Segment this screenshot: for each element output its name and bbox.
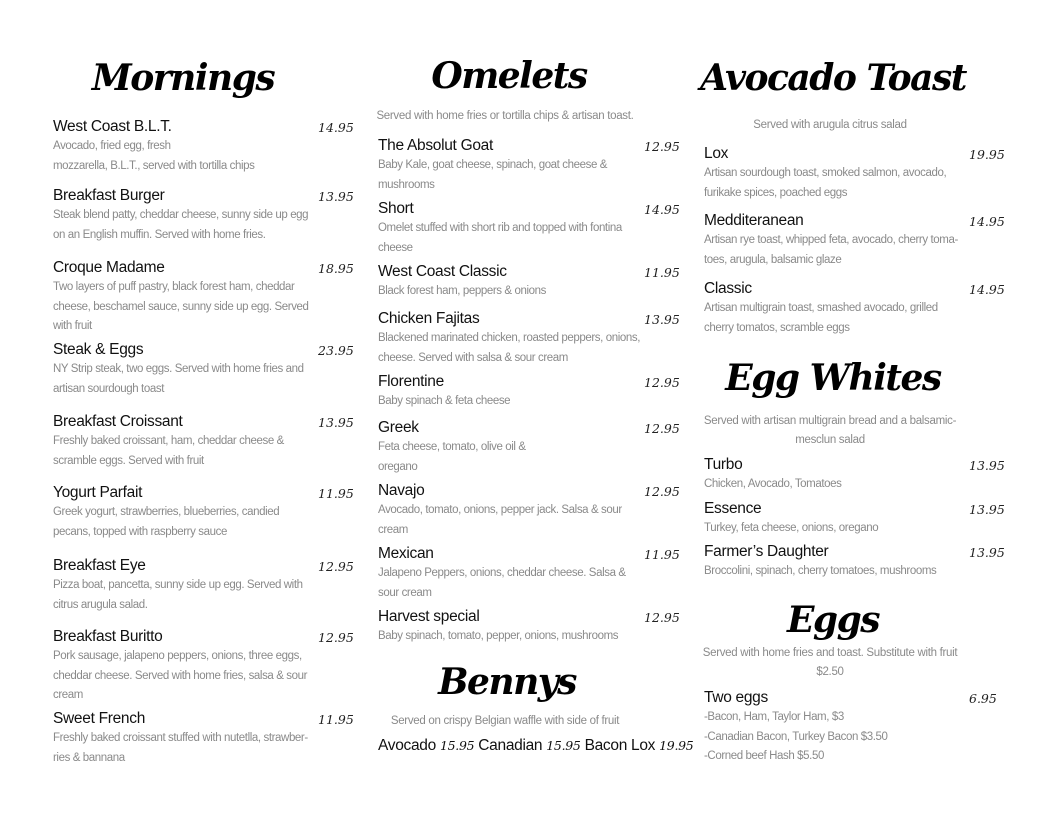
item-description — [704, 708, 1004, 767]
section-title-avocado-toast: Avocado Toast — [700, 57, 966, 99]
menu-item — [378, 481, 678, 540]
item-description — [378, 282, 678, 302]
description-line: cream — [378, 523, 408, 536]
item-description — [53, 576, 353, 615]
item-description — [704, 562, 1004, 582]
benny-name: Avocado — [378, 737, 436, 754]
item-name: Farmer’s Daughter — [704, 543, 829, 560]
item-description — [53, 137, 353, 176]
item-name: Navajo — [378, 482, 425, 499]
item-price: 12.95 — [644, 139, 680, 154]
item-price: 13.95 — [969, 545, 1005, 560]
item-price: 14.95 — [318, 120, 354, 135]
benny-price: 19.95 — [659, 738, 694, 753]
description-line: Pizza boat, pancetta, sunny side up egg. Served with — [53, 579, 303, 591]
item-description — [53, 432, 353, 471]
item-name: Breakfast Buritto — [53, 628, 163, 645]
item-price: 11.95 — [318, 486, 354, 501]
item-price: 11.95 — [644, 547, 680, 562]
egg-whites-subtitle-line: Served with artisan multigrain bread and a balsamic- — [703, 415, 957, 427]
description-line: Artisan multigrain toast, smashed avocado, grilled — [704, 302, 938, 314]
menu-item — [704, 211, 1004, 270]
section-title-eggs: Eggs — [786, 599, 880, 641]
item-description — [378, 501, 678, 540]
description-line: -Corned beef Hash $5.50 — [704, 750, 824, 762]
description-line: cheese, beschamel sauce, sunny side up egg. Served — [53, 300, 309, 313]
description-line: Black forest ham, peppers & onions — [378, 285, 546, 297]
description-line: Artisan rye toast, whipped feta, avocado, cherry toma- — [704, 234, 958, 246]
description-line: artisan sourdough toast — [53, 382, 164, 395]
egg-whites-subtitle — [670, 412, 990, 450]
menu-item — [53, 412, 353, 471]
item-description — [704, 164, 1004, 203]
benny-price: 15.95 — [546, 738, 581, 753]
item-name: Chicken Fajitas — [378, 310, 480, 327]
item-name: Medditeranean — [704, 212, 804, 229]
egg-whites-subtitle-line: mesclun salad — [795, 434, 865, 446]
description-line: Baby spinach, tomato, pepper, onions, mushrooms — [378, 630, 619, 642]
item-name: Sweet French — [53, 710, 146, 727]
item-name: Yogurt Parfait — [53, 484, 143, 501]
item-price: 19.95 — [969, 147, 1005, 162]
item-description — [378, 627, 678, 647]
item-price: 13.95 — [644, 312, 680, 327]
benny-price: 15.95 — [439, 738, 475, 753]
description-line: Broccolini, spinach, cherry tomatoes, mushrooms — [704, 565, 937, 577]
section-title-egg-whites: Egg Whites — [725, 357, 941, 399]
section-title-bennys: Bennys — [438, 661, 576, 703]
menu-item — [378, 262, 678, 302]
item-price: 12.95 — [644, 484, 680, 499]
item-name: Mexican — [378, 545, 434, 562]
description-line: Omelet stuffed with short rib and topped with fontina — [378, 222, 622, 234]
item-price: 13.95 — [318, 415, 354, 430]
description-line: Baby spinach & feta cheese — [378, 395, 511, 407]
item-description — [378, 438, 678, 477]
item-price: 12.95 — [644, 421, 680, 436]
item-name: Croque Madame — [53, 259, 165, 276]
menu-item — [704, 499, 1004, 539]
description-line: cheese — [378, 241, 413, 254]
item-name: Classic — [704, 280, 752, 297]
item-name: Two eggs — [704, 689, 768, 706]
benny-name: Bacon Lox — [584, 737, 656, 754]
menu-item — [378, 372, 678, 412]
description-line: citrus arugula salad. — [53, 598, 148, 611]
menu-item — [704, 542, 1004, 582]
item-name: Essence — [704, 500, 762, 517]
description-line: toes, arugula, balsamic glaze — [704, 253, 842, 266]
description-line: Pork sausage, jalapeno peppers, onions, three eggs, — [53, 650, 302, 662]
item-name: West Coast B.L.T. — [53, 118, 172, 135]
description-line: scramble eggs. Served with fruit — [53, 454, 204, 467]
description-line: -Bacon, Ham, Taylor Ham, $3 — [704, 711, 844, 723]
avocado-toast-subtitle: Served with arugula citrus salad — [753, 119, 907, 131]
menu-item — [378, 199, 678, 258]
menu-item — [704, 144, 1004, 203]
item-description — [53, 647, 353, 706]
description-line: Jalapeno Peppers, onions, cheddar cheese. Salsa & — [378, 567, 626, 579]
item-description — [53, 360, 353, 399]
item-description — [378, 564, 678, 603]
menu-item — [53, 627, 353, 706]
item-price: 11.95 — [318, 712, 354, 727]
menu-item — [53, 483, 353, 542]
omelets-subtitle: Served with home fries or tortilla chips & artisan toast. — [376, 110, 634, 122]
menu-item — [378, 607, 678, 647]
item-description — [704, 299, 1004, 338]
item-price: 13.95 — [969, 502, 1005, 517]
item-name: Breakfast Croissant — [53, 413, 183, 430]
item-price: 6.95 — [969, 691, 997, 706]
description-line: mushrooms — [378, 178, 435, 191]
item-price: 12.95 — [318, 630, 354, 645]
benny-name: Canadian — [478, 737, 543, 754]
eggs-subtitle-line: $2.50 — [816, 666, 844, 678]
item-description — [378, 329, 678, 368]
item-price: 18.95 — [318, 261, 354, 276]
item-price: 14.95 — [969, 282, 1005, 297]
description-line: Artisan sourdough toast, smoked salmon, avocado, — [704, 167, 947, 179]
description-line: oregano — [378, 460, 418, 473]
item-name: Steak & Eggs — [53, 341, 144, 358]
item-description — [53, 278, 353, 337]
item-price: 12.95 — [644, 375, 680, 390]
description-line: Chicken, Avocado, Tomatoes — [704, 478, 842, 490]
item-name: Breakfast Burger — [53, 187, 165, 204]
item-price: 14.95 — [969, 214, 1005, 229]
description-line: Steak blend patty, cheddar cheese, sunny side up egg — [53, 209, 309, 221]
item-price: 13.95 — [969, 458, 1005, 473]
eggs-subtitle — [670, 644, 990, 682]
item-name: Harvest special — [378, 608, 480, 625]
description-line: Avocado, tomato, onions, pepper jack. Salsa & sour — [378, 504, 622, 516]
item-name: West Coast Classic — [378, 263, 507, 280]
menu-item — [704, 279, 1004, 338]
description-line: cream — [53, 689, 83, 701]
menu-item — [704, 455, 1004, 495]
description-line: mozzarella, B.L.T., served with tortilla chips — [53, 159, 255, 172]
menu-item — [378, 418, 678, 477]
description-line: with fruit — [53, 320, 92, 332]
menu-item — [53, 117, 353, 176]
description-line: Turkey, feta cheese, onions, oregano — [704, 522, 879, 534]
item-price: 11.95 — [644, 265, 680, 280]
item-name: Turbo — [704, 456, 743, 473]
item-price: 12.95 — [318, 559, 354, 574]
item-price: 13.95 — [318, 189, 354, 204]
description-line: Freshly baked croissant, ham, cheddar cheese & — [53, 435, 284, 447]
description-line: Baby Kale, goat cheese, spinach, goat cheese & — [378, 159, 608, 171]
item-name: Short — [378, 200, 414, 217]
description-line: ries & bannana — [53, 751, 125, 764]
section-title-omelets: Omelets — [431, 55, 587, 97]
description-line: Freshly baked croissant stuffed with nutetlla, strawber- — [53, 732, 308, 744]
eggs-subtitle-line: Served with home fries and toast. Substitute with fruit — [702, 647, 958, 659]
item-name: The Absolut Goat — [378, 137, 493, 154]
item-description — [53, 206, 353, 245]
item-description — [378, 156, 678, 195]
bennys-subtitle: Served on crispy Belgian waffle with side of fruit — [390, 715, 620, 727]
description-line: Greek yogurt, strawberries, blueberries, candied — [53, 506, 280, 518]
menu-item — [53, 340, 353, 399]
description-line: Blackened marinated chicken, roasted peppers, onions, — [378, 332, 640, 344]
item-price: 23.95 — [318, 343, 354, 358]
item-price: 14.95 — [644, 202, 680, 217]
bennys-items — [378, 737, 693, 755]
description-line: cherry tomatos, scramble eggs — [704, 321, 850, 334]
menu-item — [704, 688, 1004, 767]
description-line: pecans, topped with raspberry sauce — [53, 525, 227, 538]
item-name: Breakfast Eye — [53, 557, 146, 574]
item-description — [704, 231, 1004, 270]
item-name: Greek — [378, 419, 419, 436]
item-description — [53, 503, 353, 542]
item-description — [704, 519, 1004, 539]
menu-item — [53, 258, 353, 337]
item-description — [378, 219, 678, 258]
item-name: Lox — [704, 145, 729, 162]
item-name: Florentine — [378, 373, 444, 390]
item-description — [704, 475, 1004, 495]
menu-item — [53, 556, 353, 615]
menu-item — [378, 136, 678, 195]
description-line: Avocado, fried egg, fresh — [53, 140, 171, 152]
description-line: Feta cheese, tomato, olive oil & — [378, 441, 526, 453]
description-line: Two layers of puff pastry, black forest ham, cheddar — [53, 281, 295, 293]
description-line: -Canadian Bacon, Turkey Bacon $3.50 — [704, 730, 888, 743]
menu-item — [378, 544, 678, 603]
description-line: cheese. Served with salsa & sour cream — [378, 351, 568, 364]
menu-item — [53, 709, 353, 768]
description-line: furikake spices, poached eggs — [704, 186, 848, 199]
description-line: sour cream — [378, 586, 432, 599]
section-title-mornings: Mornings — [91, 57, 275, 99]
item-description — [378, 392, 678, 412]
description-line: cheddar cheese. Served with home fries, salsa & sour — [53, 669, 308, 682]
item-price: 12.95 — [644, 610, 680, 625]
menu-item — [53, 186, 353, 245]
menu-item — [378, 309, 678, 368]
description-line: NY Strip steak, two eggs. Served with home fries and — [53, 363, 304, 375]
description-line: on an English muffin. Served with home fries. — [53, 228, 266, 241]
item-description — [53, 729, 353, 768]
